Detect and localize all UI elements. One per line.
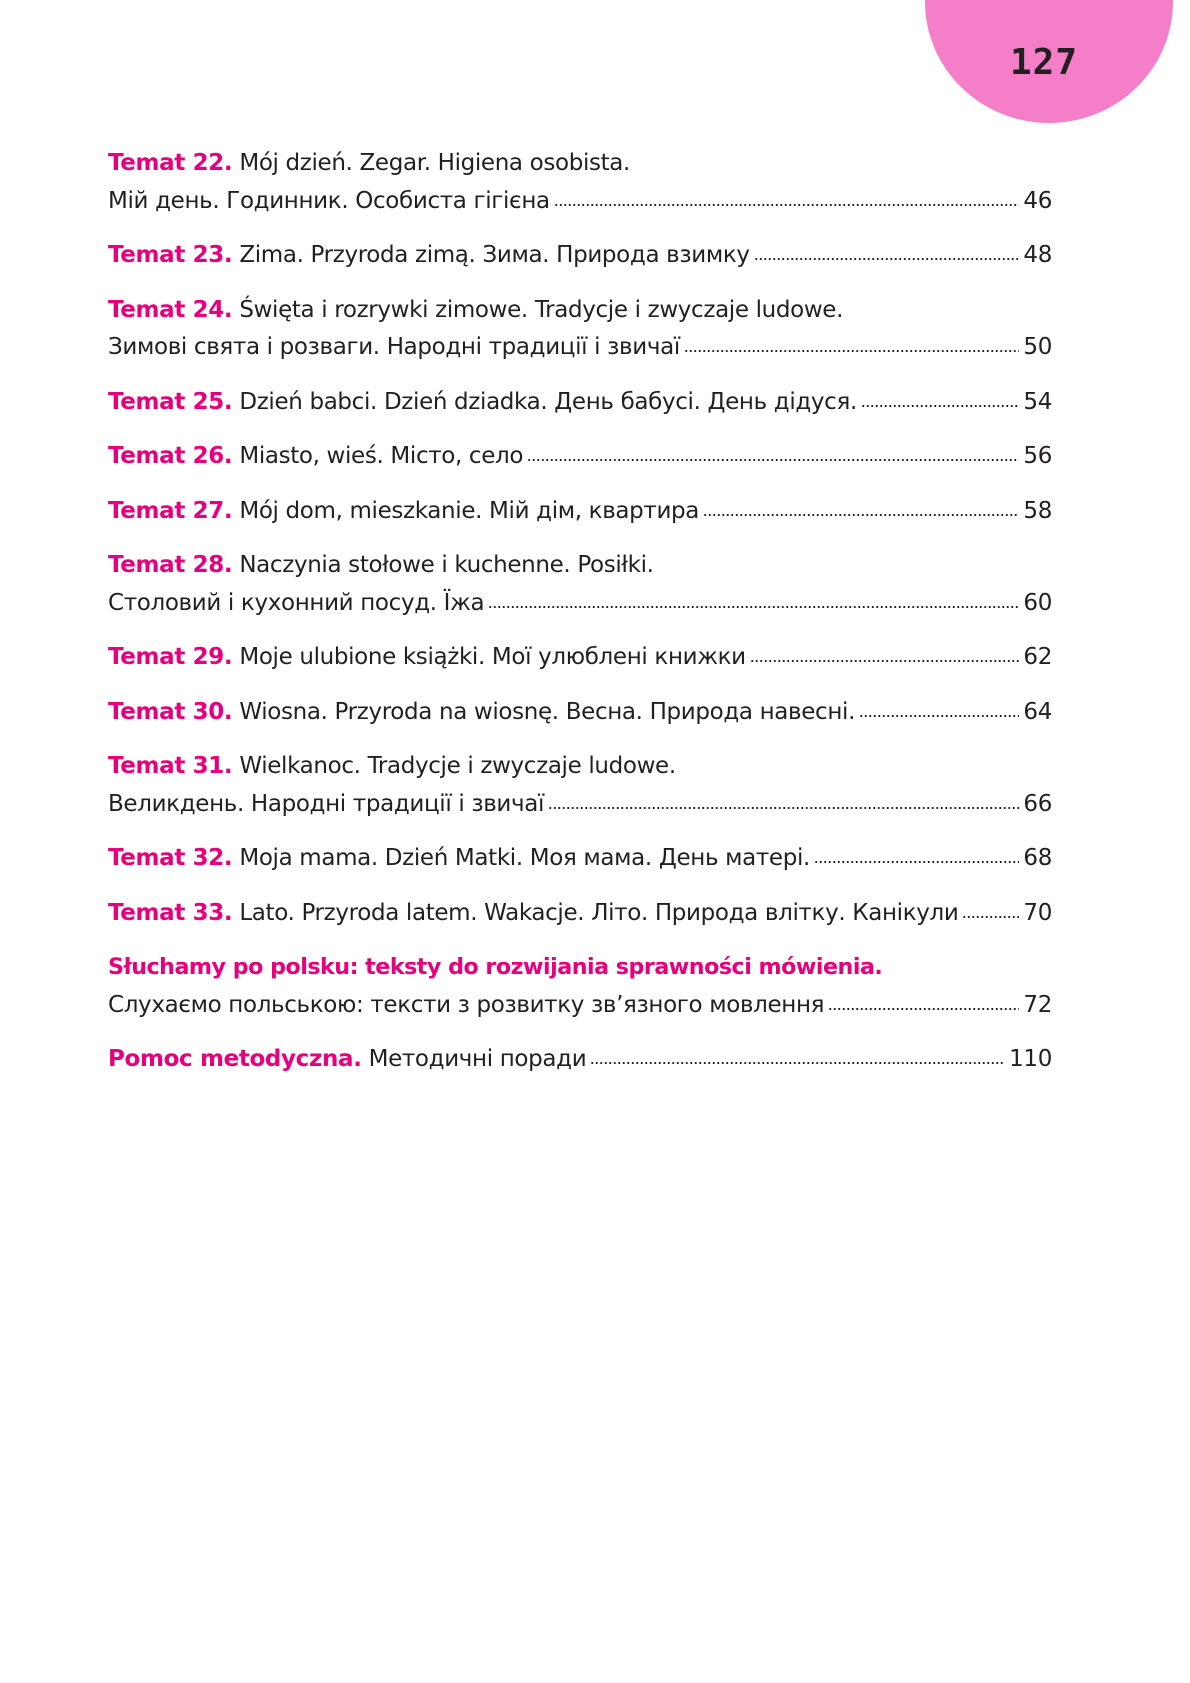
toc-entry-temat-32 bbox=[108, 840, 1052, 878]
toc-title-ukrainian: Мій день. Годинник. Особиста гігієна bbox=[108, 187, 550, 214]
toc-page-number: 50 bbox=[1023, 334, 1052, 360]
toc-line bbox=[108, 329, 1052, 367]
toc-line bbox=[108, 987, 1052, 1025]
dot-leader bbox=[859, 714, 1019, 718]
dot-leader bbox=[754, 257, 1020, 261]
toc-title: Moje ulubione książki. Мої улюблені книжки bbox=[239, 644, 746, 670]
toc-section-label: Pomoc metodyczna. bbox=[108, 1046, 362, 1072]
toc-title: Dzień babci. Dzień dziadka. День бабусі. День дідуся. bbox=[239, 388, 857, 415]
toc-entry-temat-29 bbox=[108, 639, 1052, 677]
toc-line bbox=[108, 145, 1052, 183]
toc-page-number: 72 bbox=[1023, 991, 1052, 1018]
toc-title-polish: Święta i rozrywki zimowe. Tradycje i zwyczaje ludowe. bbox=[239, 296, 844, 323]
toc-title-ukrainian: Зимові свята і розваги. Народні традиції і звичаї bbox=[108, 334, 680, 360]
dot-leader bbox=[861, 404, 1020, 408]
toc-page-number: 70 bbox=[1023, 899, 1052, 926]
dot-leader bbox=[548, 806, 1019, 810]
dot-leader bbox=[962, 915, 1019, 919]
dot-leader bbox=[828, 1007, 1019, 1011]
toc-title: Lato. Przyroda latem. Wakacje. Літо. Природа влітку. Канікули bbox=[239, 899, 959, 926]
toc-page-number: 56 bbox=[1023, 443, 1052, 469]
toc-topic-label: Temat 33. bbox=[108, 899, 233, 926]
toc-line bbox=[108, 438, 1052, 476]
toc-title-polish: Mój dzień. Zegar. Higiena osobista. bbox=[239, 150, 631, 176]
toc-title: Miasto, wieś. Місто, село bbox=[239, 443, 524, 469]
toc-title-ukrainian: Слухаємо польською: тексти з розвитку зв’язного мовлення bbox=[108, 991, 825, 1018]
toc-line bbox=[108, 639, 1052, 677]
toc-page-number: 54 bbox=[1023, 388, 1052, 415]
dot-leader bbox=[684, 349, 1020, 353]
toc-topic-label: Temat 31. bbox=[108, 753, 233, 779]
toc-page-number: 68 bbox=[1023, 845, 1052, 871]
toc-entry-temat-31 bbox=[108, 748, 1052, 823]
toc-line bbox=[108, 748, 1052, 786]
toc-title: Методичні поради bbox=[368, 1046, 587, 1072]
toc-title: Moja mama. Dzień Matki. Моя мама. День матері. bbox=[239, 845, 810, 871]
toc-title-polish: Naczynia stołowe i kuchenne. Posiłki. bbox=[239, 552, 654, 578]
dot-leader bbox=[527, 458, 1019, 462]
toc-line bbox=[108, 384, 1052, 422]
toc-topic-label: Temat 24. bbox=[108, 296, 233, 323]
toc-page-number: 48 bbox=[1023, 242, 1052, 268]
toc-page-number: 46 bbox=[1023, 187, 1052, 214]
toc-topic-label: Temat 29. bbox=[108, 644, 233, 670]
toc-line bbox=[108, 840, 1052, 878]
toc-line bbox=[108, 493, 1052, 531]
toc-topic-label: Temat 30. bbox=[108, 698, 233, 725]
toc-topic-label: Temat 27. bbox=[108, 497, 233, 524]
toc-line bbox=[108, 895, 1052, 933]
toc-entry-sluchamy-po-polsku bbox=[108, 949, 1052, 1024]
toc-section-title-polish: Słuchamy po polsku: teksty do rozwijania sprawności mówienia. bbox=[108, 954, 883, 980]
dot-leader bbox=[554, 203, 1020, 207]
toc-entry-temat-30 bbox=[108, 694, 1052, 732]
toc-line bbox=[108, 183, 1052, 221]
toc-topic-label: Temat 25. bbox=[108, 388, 233, 415]
toc-page-number: 60 bbox=[1023, 589, 1052, 616]
toc-entry-temat-23 bbox=[108, 237, 1052, 275]
toc-title: Zima. Przyroda zimą. Зима. Природа взимку bbox=[239, 242, 750, 268]
toc-entry-temat-33 bbox=[108, 895, 1052, 933]
toc-entry-temat-22 bbox=[108, 145, 1052, 220]
toc-entry-temat-27 bbox=[108, 493, 1052, 531]
toc-entry-temat-26 bbox=[108, 438, 1052, 476]
toc-line bbox=[108, 237, 1052, 275]
toc-entry-temat-24 bbox=[108, 292, 1052, 367]
toc-title-polish: Wielkanoc. Tradycje i zwyczaje ludowe. bbox=[239, 753, 676, 779]
toc-title-ukrainian: Столовий і кухонний посуд. Їжа bbox=[108, 589, 485, 616]
toc-page-number: 62 bbox=[1023, 644, 1052, 670]
toc-title-ukrainian: Великдень. Народні традиції і звичаї bbox=[108, 790, 545, 817]
toc-page-number: 110 bbox=[1009, 1046, 1052, 1072]
toc-entry-temat-25 bbox=[108, 384, 1052, 422]
toc-entry-pomoc-metodyczna bbox=[108, 1041, 1052, 1079]
toc-line bbox=[108, 949, 1052, 987]
table-of-contents bbox=[108, 145, 1052, 1096]
toc-page-number: 64 bbox=[1023, 698, 1052, 725]
toc-line bbox=[108, 1041, 1052, 1079]
toc-page-number: 58 bbox=[1023, 497, 1052, 524]
dot-leader bbox=[703, 513, 1019, 517]
toc-topic-label: Temat 23. bbox=[108, 242, 233, 268]
toc-line bbox=[108, 694, 1052, 732]
toc-line bbox=[108, 786, 1052, 824]
toc-title: Mój dom, mieszkanie. Мій дім, квартира bbox=[239, 497, 700, 524]
dot-leader bbox=[590, 1061, 1005, 1065]
toc-topic-label: Temat 26. bbox=[108, 443, 233, 469]
dot-leader bbox=[488, 605, 1019, 609]
toc-topic-label: Temat 22. bbox=[108, 150, 233, 176]
toc-topic-label: Temat 32. bbox=[108, 845, 233, 871]
page-number: 127 bbox=[1010, 42, 1079, 83]
toc-entry-temat-28 bbox=[108, 547, 1052, 622]
dot-leader bbox=[814, 860, 1019, 864]
toc-topic-label: Temat 28. bbox=[108, 552, 233, 578]
toc-line bbox=[108, 292, 1052, 330]
toc-line bbox=[108, 585, 1052, 623]
toc-page-number: 66 bbox=[1023, 790, 1052, 817]
toc-title: Wiosna. Przyroda na wiosnę. Весна. Природа навесні. bbox=[239, 698, 856, 725]
dot-leader bbox=[750, 659, 1020, 663]
toc-line bbox=[108, 547, 1052, 585]
